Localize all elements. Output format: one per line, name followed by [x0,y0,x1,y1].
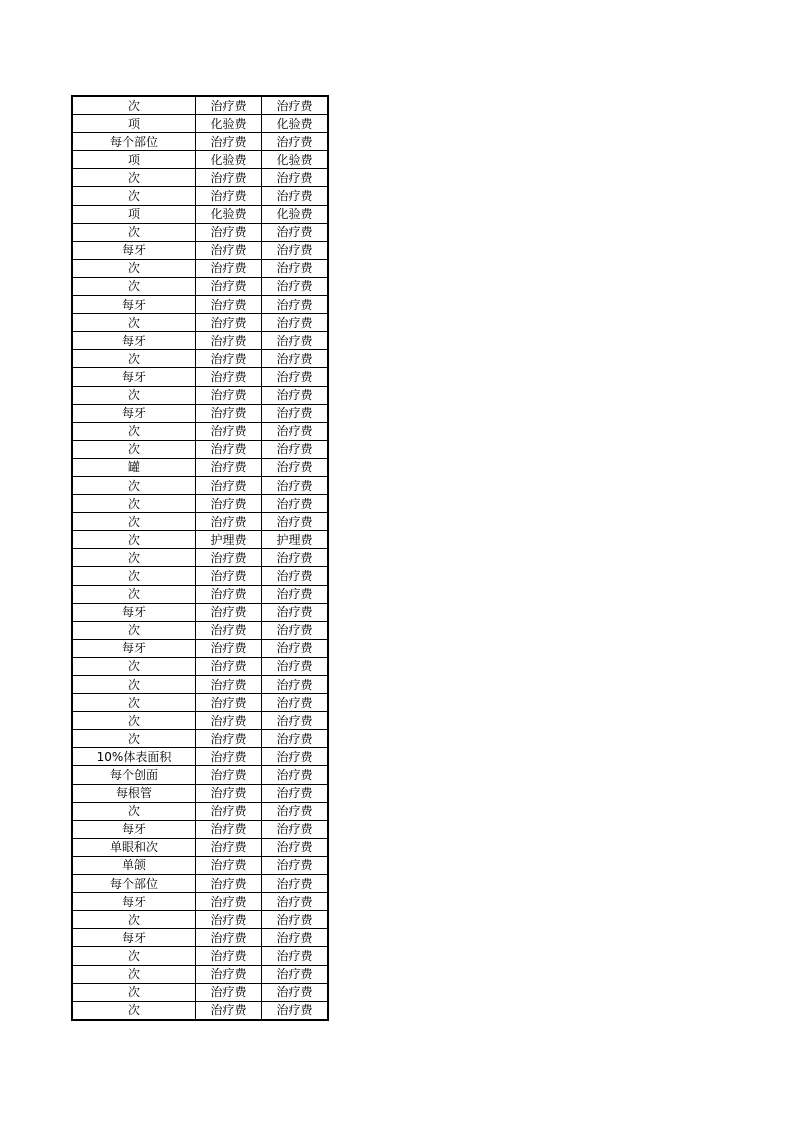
fee-item-cell: 治疗费 [262,133,328,151]
unit-cell: 每牙 [73,404,196,422]
fee-item-cell: 治疗费 [262,350,328,368]
table-row [73,730,328,748]
fee-category-cell: 治疗费 [196,766,262,784]
unit-cell: 次 [73,983,196,1001]
fee-item-cell: 治疗费 [262,458,328,476]
table-row [73,748,328,766]
unit-cell: 次 [73,947,196,965]
table-row [73,332,328,350]
table-row [73,531,328,549]
table-row [73,404,328,422]
table-row [73,694,328,712]
unit-cell: 次 [73,223,196,241]
table-row [73,603,328,621]
table-row [73,567,328,585]
unit-cell: 每牙 [73,929,196,947]
fee-category-cell: 治疗费 [196,133,262,151]
unit-cell: 每个部位 [73,133,196,151]
unit-cell: 次 [73,169,196,187]
table-row [73,712,328,730]
unit-cell: 每牙 [73,296,196,314]
fee-category-cell: 化验费 [196,151,262,169]
unit-cell: 次 [73,495,196,513]
unit-cell: 每牙 [73,820,196,838]
fee-category-cell: 治疗费 [196,820,262,838]
fee-item-cell: 治疗费 [262,1001,328,1019]
fee-category-cell: 治疗费 [196,947,262,965]
fee-category-cell: 治疗费 [196,1001,262,1019]
fee-item-cell: 治疗费 [262,766,328,784]
unit-cell: 次 [73,676,196,694]
fee-item-cell: 治疗费 [262,368,328,386]
table-row [73,585,328,603]
table-row [73,350,328,368]
table-row [73,820,328,838]
fee-item-cell: 治疗费 [262,332,328,350]
fee-item-cell: 治疗费 [262,911,328,929]
table-row [73,187,328,205]
fee-category-cell: 治疗费 [196,241,262,259]
fee-item-cell: 治疗费 [262,476,328,494]
table-row [73,440,328,458]
fee-category-cell: 化验费 [196,205,262,223]
fee-category-cell: 治疗费 [196,676,262,694]
fee-category-cell: 治疗费 [196,802,262,820]
unit-cell: 每牙 [73,332,196,350]
unit-cell: 次 [73,621,196,639]
unit-cell: 每牙 [73,603,196,621]
table-row [73,386,328,404]
fee-item-cell: 治疗费 [262,784,328,802]
fee-category-cell: 治疗费 [196,730,262,748]
fee-category-cell: 治疗费 [196,712,262,730]
unit-cell: 每牙 [73,893,196,911]
fee-category-cell: 护理费 [196,531,262,549]
unit-cell: 次 [73,187,196,205]
fee-category-cell: 治疗费 [196,404,262,422]
fee-item-cell: 化验费 [262,151,328,169]
fee-category-cell: 治疗费 [196,965,262,983]
fee-category-cell: 治疗费 [196,929,262,947]
table-row [73,784,328,802]
table-row [73,802,328,820]
fee-category-cell: 治疗费 [196,350,262,368]
fee-item-cell: 治疗费 [262,838,328,856]
table-row [73,766,328,784]
fee-item-cell: 治疗费 [262,223,328,241]
unit-cell: 次 [73,730,196,748]
table-row [73,296,328,314]
fee-item-cell: 治疗费 [262,97,328,115]
unit-cell: 次 [73,476,196,494]
fee-item-cell: 治疗费 [262,712,328,730]
table-row [73,223,328,241]
fee-category-cell: 治疗费 [196,277,262,295]
fee-category-cell: 治疗费 [196,259,262,277]
fee-category-cell: 治疗费 [196,784,262,802]
fee-item-cell: 治疗费 [262,893,328,911]
unit-cell: 项 [73,151,196,169]
fee-item-cell: 治疗费 [262,187,328,205]
table-row [73,911,328,929]
table-row [73,983,328,1001]
fee-category-cell: 治疗费 [196,585,262,603]
fee-category-cell: 治疗费 [196,856,262,874]
table-row [73,929,328,947]
fee-item-cell: 治疗费 [262,694,328,712]
fee-category-cell: 治疗费 [196,422,262,440]
fee-item-cell: 治疗费 [262,875,328,893]
table-row [73,476,328,494]
fee-item-cell: 治疗费 [262,314,328,332]
table-row [73,314,328,332]
fee-item-cell: 治疗费 [262,495,328,513]
unit-cell: 次 [73,965,196,983]
fee-category-cell: 治疗费 [196,332,262,350]
fee-category-cell: 治疗费 [196,440,262,458]
fee-category-cell: 治疗费 [196,875,262,893]
table-row [73,205,328,223]
unit-cell: 次 [73,567,196,585]
unit-cell: 罐 [73,458,196,476]
fee-item-cell: 护理费 [262,531,328,549]
fee-category-cell: 治疗费 [196,621,262,639]
unit-cell: 次 [73,657,196,675]
fee-item-cell: 治疗费 [262,386,328,404]
unit-cell: 每牙 [73,241,196,259]
fee-item-cell: 治疗费 [262,567,328,585]
fee-item-cell: 治疗费 [262,802,328,820]
fee-item-cell: 治疗费 [262,404,328,422]
fee-category-cell: 治疗费 [196,476,262,494]
unit-cell: 每个部位 [73,875,196,893]
fee-item-cell: 治疗费 [262,440,328,458]
fee-item-cell: 治疗费 [262,621,328,639]
unit-cell: 每牙 [73,639,196,657]
unit-cell: 次 [73,386,196,404]
unit-cell: 每个创面 [73,766,196,784]
fee-category-cell: 治疗费 [196,169,262,187]
fee-item-cell: 化验费 [262,115,328,133]
table-row [73,657,328,675]
fee-category-cell: 治疗费 [196,983,262,1001]
fee-category-cell: 治疗费 [196,639,262,657]
fee-item-cell: 治疗费 [262,639,328,657]
table-row [73,368,328,386]
table-row [73,259,328,277]
unit-cell: 次 [73,513,196,531]
fee-item-cell: 治疗费 [262,241,328,259]
table-row [73,947,328,965]
fee-category-cell: 治疗费 [196,296,262,314]
fee-item-cell: 治疗费 [262,820,328,838]
fee-category-cell: 治疗费 [196,657,262,675]
fee-item-cell: 治疗费 [262,169,328,187]
table-row [73,495,328,513]
table-row [73,422,328,440]
fee-category-cell: 治疗费 [196,495,262,513]
unit-cell: 次 [73,585,196,603]
fee-item-cell: 治疗费 [262,585,328,603]
table-row [73,893,328,911]
table-row [73,856,328,874]
unit-cell: 次 [73,97,196,115]
fee-item-cell: 治疗费 [262,947,328,965]
fee-category-cell: 治疗费 [196,513,262,531]
table-row [73,277,328,295]
table-row [73,133,328,151]
table-row [73,621,328,639]
unit-cell: 次 [73,259,196,277]
unit-cell: 次 [73,350,196,368]
unit-cell: 次 [73,531,196,549]
fee-category-cell: 治疗费 [196,97,262,115]
unit-cell: 每根管 [73,784,196,802]
table-row [73,115,328,133]
fee-item-cell: 治疗费 [262,513,328,531]
fee-item-cell: 治疗费 [262,603,328,621]
fee-category-cell: 治疗费 [196,386,262,404]
table-row [73,169,328,187]
table-row [73,549,328,567]
unit-cell: 次 [73,694,196,712]
unit-cell: 次 [73,911,196,929]
unit-cell: 项 [73,115,196,133]
table-row [73,97,328,115]
fee-item-cell: 治疗费 [262,929,328,947]
fee-category-cell: 治疗费 [196,314,262,332]
fee-category-cell: 治疗费 [196,368,262,386]
fee-item-cell: 治疗费 [262,657,328,675]
fee-category-cell: 治疗费 [196,567,262,585]
fee-category-cell: 化验费 [196,115,262,133]
fee-table-body [73,97,328,1020]
fee-item-cell: 治疗费 [262,676,328,694]
unit-cell: 次 [73,1001,196,1019]
fee-category-cell: 治疗费 [196,458,262,476]
fee-item-cell: 治疗费 [262,277,328,295]
fee-item-cell: 治疗费 [262,983,328,1001]
fee-table [72,96,328,1020]
fee-category-cell: 治疗费 [196,838,262,856]
fee-category-cell: 治疗费 [196,603,262,621]
fee-item-cell: 治疗费 [262,856,328,874]
unit-cell: 次 [73,422,196,440]
unit-cell: 次 [73,802,196,820]
fee-category-cell: 治疗费 [196,748,262,766]
unit-cell: 次 [73,712,196,730]
fee-item-cell: 治疗费 [262,296,328,314]
table-row [73,875,328,893]
table-row [73,458,328,476]
unit-cell: 项 [73,205,196,223]
table-row [73,513,328,531]
unit-cell: 每牙 [73,368,196,386]
fee-category-cell: 治疗费 [196,694,262,712]
table-row [73,965,328,983]
table-row [73,639,328,657]
unit-cell: 次 [73,314,196,332]
table-row [73,676,328,694]
unit-cell: 单眼和次 [73,838,196,856]
fee-item-cell: 治疗费 [262,748,328,766]
fee-category-cell: 治疗费 [196,549,262,567]
fee-item-cell: 治疗费 [262,259,328,277]
table-row [73,241,328,259]
table-row [73,838,328,856]
fee-item-cell: 治疗费 [262,549,328,567]
unit-cell: 次 [73,549,196,567]
fee-category-cell: 治疗费 [196,223,262,241]
table-row [73,1001,328,1019]
unit-cell: 单颌 [73,856,196,874]
fee-category-cell: 治疗费 [196,911,262,929]
fee-item-cell: 治疗费 [262,730,328,748]
fee-item-cell: 化验费 [262,205,328,223]
unit-cell: 次 [73,440,196,458]
table-row [73,151,328,169]
fee-item-cell: 治疗费 [262,422,328,440]
fee-category-cell: 治疗费 [196,187,262,205]
unit-cell: 10%体表面积 [73,748,196,766]
unit-cell: 次 [73,277,196,295]
fee-category-cell: 治疗费 [196,893,262,911]
fee-item-cell: 治疗费 [262,965,328,983]
